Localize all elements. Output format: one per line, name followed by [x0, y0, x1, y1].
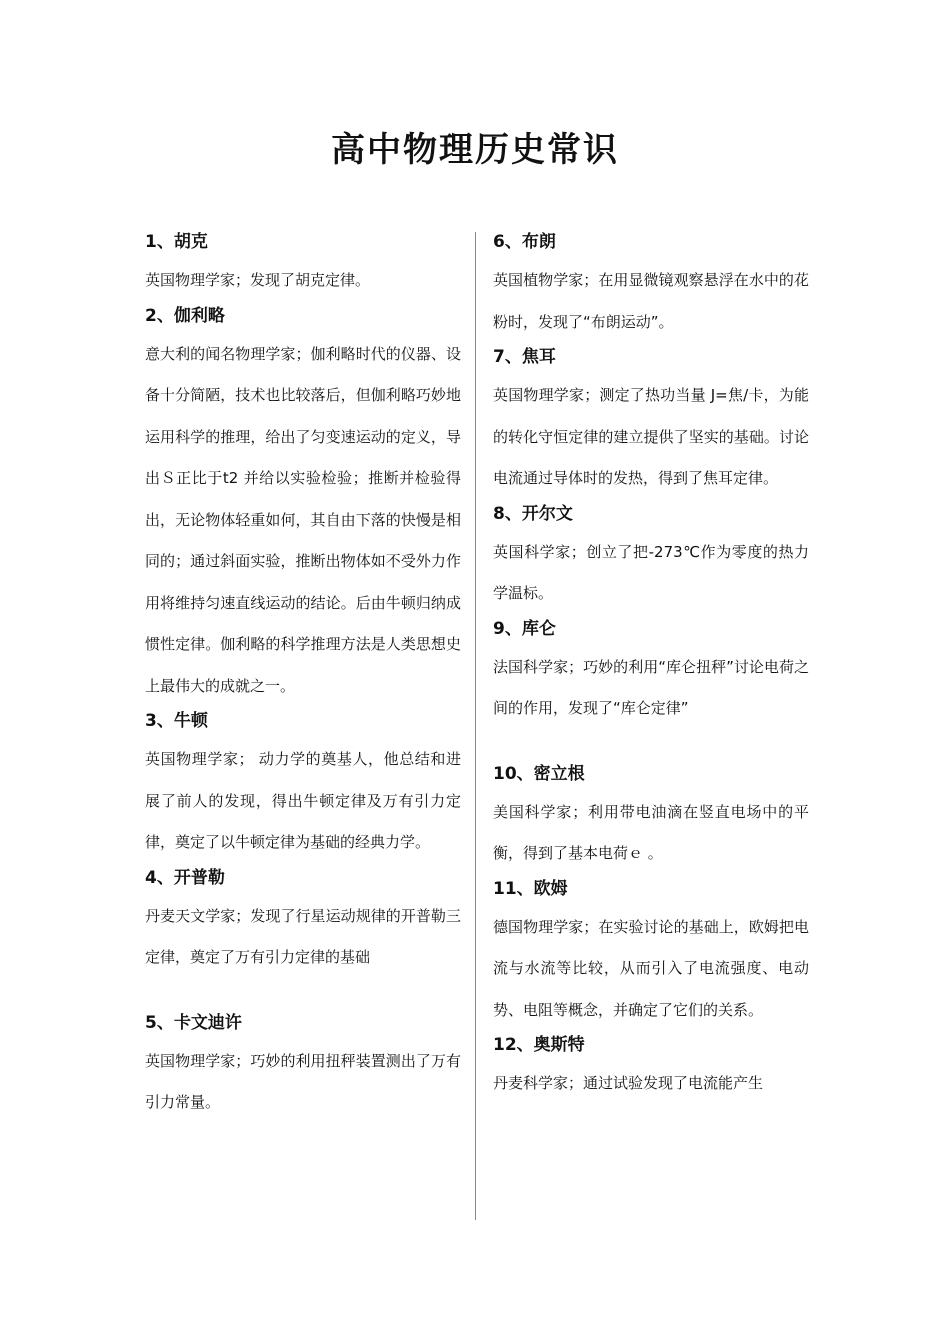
entry-coulomb — [493, 615, 809, 730]
entry-heading: 10、密立根 — [493, 763, 585, 784]
entry-heading: 1、胡克 — [145, 232, 208, 252]
entry-text: 英国植物学家；在用显微镜观察悬浮在水中的花粉时，发现了“布朗运动”。 — [493, 271, 809, 331]
column-divider — [475, 232, 476, 1220]
entry-text: 德国物理学家；在实验讨论的基础上，欧姆把电流与水流等比较，从而引入了电流强度、电动势、电阻等概念，并确定了它们的关系。 — [493, 917, 809, 1019]
entry-heading: 3、牛顿 — [145, 711, 208, 731]
page-title: 高中物理历史常识 — [331, 130, 619, 170]
entry-text: 丹麦天文学家；发现了行星运动规律的开普勒三定律，奠定了万有引力定律的基础 — [145, 906, 461, 966]
entry-cavendish — [145, 1009, 461, 1124]
entry-text: 英国物理学家；巧妙的利用扭秤装置测出了万有引力常量。 — [145, 1051, 461, 1111]
entry-heading: 6、布朗 — [493, 232, 556, 252]
entry-kepler — [145, 864, 461, 979]
entry-text: 英国科学家；创立了把-273℃作为零度的热力学温标。 — [493, 542, 809, 602]
entry-oersted — [493, 1031, 809, 1105]
entry-text: 意大利的闻名物理学家；伽利略时代的仪器、设备十分简陋，技术也比较落后，但伽利略巧妙地运用科学的推理，给出了匀变速运动的定义，导出Ｓ正比于t2 并给以实验检验；推断并检验得出，无论物体轻重如何，其自由下落的快慢是相同的；通过斜面实验，推断出物体如不受外力作用将维持匀速直线运动的结论。后由牛顿归纳成惯性定律。伽利略的科学推理方法是人类思想史上最伟大的成就之一。 — [145, 344, 461, 695]
entry-heading: 8、开尔文 — [493, 503, 573, 524]
entry-ohm — [493, 875, 809, 1032]
entry-newton — [145, 707, 461, 864]
entry-heading: 11、欧姆 — [493, 878, 568, 899]
entry-hooke — [145, 228, 461, 302]
entry-heading: 4、开普勒 — [145, 867, 225, 888]
entry-text: 英国物理学家； 动力学的奠基人，他总结和进展了前人的发现，得出牛顿定律及万有引力定律，奠定了以牛顿定律为基础的经典力学。 — [145, 750, 461, 851]
entry-heading: 2、伽利略 — [145, 305, 225, 326]
right-column — [493, 228, 809, 1105]
entry-galileo — [145, 302, 461, 708]
entry-text: 丹麦科学家；通过试验发现了电流能产生 — [493, 1074, 764, 1092]
spacer — [145, 979, 461, 1009]
entry-heading: 7、焦耳 — [493, 347, 556, 367]
entry-kelvin — [493, 500, 809, 615]
entry-joule — [493, 343, 809, 500]
entry-text: 法国科学家；巧妙的利用“库仑扭秤”讨论电荷之间的作用，发现了“库仑定律” — [493, 657, 809, 717]
entry-millikan — [493, 760, 809, 875]
entry-text: 英国物理学家；发现了胡克定律。 — [145, 271, 371, 289]
entry-heading: 9、库仑 — [493, 618, 556, 639]
entry-brown — [493, 228, 809, 343]
entry-text: 英国物理学家；测定了热功当量 J=焦/卡，为能的转化守恒定律的建立提供了坚实的基础。讨论电流通过导体时的发热，得到了焦耳定律。 — [493, 386, 809, 487]
entry-heading: 12、奥斯特 — [493, 1035, 585, 1055]
entry-text: 美国科学家；利用带电油滴在竖直电场中的平衡，得到了基本电荷ｅ 。 — [493, 802, 809, 862]
entry-heading: 5、卡文迪许 — [145, 1012, 242, 1033]
left-column — [145, 228, 461, 1124]
spacer — [493, 730, 809, 760]
